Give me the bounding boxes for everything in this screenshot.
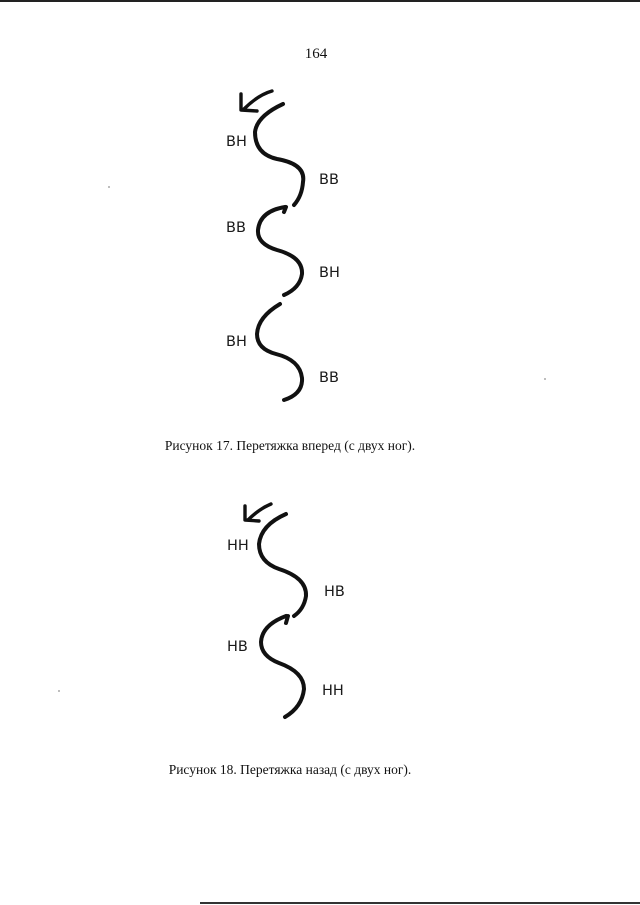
scan-speck	[108, 186, 110, 188]
edge-label: ВВ	[319, 172, 339, 188]
arrow-up-left-icon	[241, 91, 272, 111]
arrow-up-left-icon	[245, 504, 271, 521]
edge-label: ВВ	[226, 220, 246, 236]
trace-segment-1	[259, 514, 306, 616]
edge-label: НВ	[324, 584, 345, 600]
figure-18-caption: Рисунок 18. Перетяжка назад (с двух ног).	[168, 762, 412, 777]
scan-edge-bottom	[200, 902, 640, 904]
trace-segment-3	[257, 304, 302, 400]
trace-joint-1	[284, 207, 286, 212]
trace-segment-1	[255, 104, 303, 205]
figure-17-caption: Рисунок 17. Перетяжка вперед (с двух ног).	[164, 438, 416, 453]
scan-speck	[58, 690, 60, 692]
edge-label: ВН	[226, 134, 247, 150]
trace-segment-2	[258, 207, 302, 295]
scan-speck	[544, 378, 546, 380]
edge-label: ВН	[319, 265, 340, 281]
scan-edge-top	[0, 0, 640, 2]
edge-label: НВ	[227, 639, 248, 655]
edge-label: НН	[227, 538, 249, 554]
trace-joint-1	[286, 616, 288, 623]
page-number: 164	[304, 46, 328, 62]
figure-17-diagram	[210, 82, 370, 412]
figure-18-diagram	[210, 496, 370, 731]
edge-label: НН	[322, 683, 344, 699]
trace-segment-2	[261, 616, 304, 717]
edge-label: ВН	[226, 334, 247, 350]
edge-label: ВВ	[319, 370, 339, 386]
